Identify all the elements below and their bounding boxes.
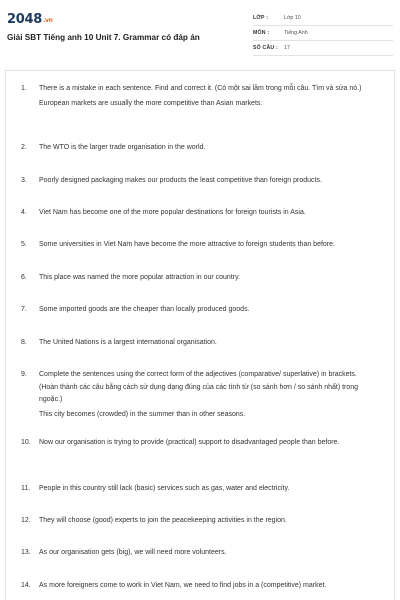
- meta-value: Tiếng Anh: [284, 30, 308, 36]
- meta-row-count: [253, 41, 393, 56]
- question-text: The WTO is the larger trade organisation in the world.: [39, 144, 206, 151]
- question-text: Poorly designed packaging makes our products the least competitive than foreign products.: [39, 177, 322, 184]
- question-number: 3.: [21, 177, 27, 184]
- question-instruction: There is a mistake in each sentence. Find and correct it. (Có một sai lầm trong mỗi câu. Tìm và sửa nó.): [39, 85, 362, 92]
- question-text: This place was named the more popular attraction in our country.: [39, 274, 241, 281]
- meta-label: MÔN :: [253, 30, 270, 36]
- question-number: 6.: [21, 274, 27, 281]
- document-header: [0, 0, 400, 62]
- question-text: European markets are usually the more competitive than Asian markets.: [39, 99, 263, 107]
- question-text: The United Nations is a largest international organisation.: [39, 339, 217, 346]
- question-list: [5, 70, 395, 600]
- question-text: Viet Nam has become one of the more popular destinations for foreign tourists in Asia.: [39, 209, 306, 216]
- question-text: They will choose (good) experts to join the peacekeeping activities in the region.: [39, 517, 287, 524]
- question-number: 1.: [21, 85, 27, 92]
- meta-label: SỐ CÂU :: [253, 45, 278, 51]
- question-number: 11.: [21, 485, 31, 492]
- question-number: 9.: [21, 371, 27, 378]
- meta-value: Lớp 10: [284, 15, 301, 21]
- meta-row-subject: [253, 26, 393, 41]
- question-number: 13.: [21, 549, 31, 556]
- question-text: This city becomes (crowded) in the summer than in other seasons.: [39, 410, 246, 418]
- question-text: As our organisation gets (big), we will need more volunteers.: [39, 549, 227, 556]
- meta-label: LỚP :: [253, 15, 269, 21]
- document-meta: [253, 11, 393, 56]
- question-number: 2.: [21, 144, 27, 151]
- question-instruction: Complete the sentences using the correct form of the adjectives (comparative/ superlative) in brackets. (Hoàn thành các câu bằng cách sử dụng dạng đúng của các tính từ (so sánh hơn / so sánh nhất) trong ngoặc.): [39, 371, 359, 403]
- question-number: 12.: [21, 517, 31, 524]
- question-text: Some universities in Viet Nam have become the more attractive to foreign students than before.: [39, 241, 335, 248]
- logo-text: 2048: [7, 12, 42, 27]
- question-number: 5.: [21, 241, 27, 248]
- question-text: People in this country still lack (basic) services such as gas, water and electricity.: [39, 485, 290, 492]
- question-text: As more foreigners come to work in Viet Nam, we need to find jobs in a (competitive) market.: [39, 582, 327, 589]
- question-text: Some imported goods are the cheaper than locally produced goods.: [39, 306, 250, 313]
- question-text: Now our organisation is trying to provide (practical) support to disadvantaged people than before.: [39, 439, 340, 446]
- meta-value: 17: [284, 45, 290, 51]
- question-number: 7.: [21, 306, 27, 313]
- question-number: 8.: [21, 339, 27, 346]
- meta-row-class: [253, 11, 393, 26]
- page-title: Giải SBT Tiếng anh 10 Unit 7. Grammar có đáp án: [7, 33, 200, 42]
- logo-suffix: .vn: [42, 17, 53, 24]
- question-number: 10.: [21, 439, 31, 446]
- site-logo[interactable]: [7, 12, 53, 27]
- question-number: 14.: [21, 582, 31, 589]
- question-number: 4.: [21, 209, 27, 216]
